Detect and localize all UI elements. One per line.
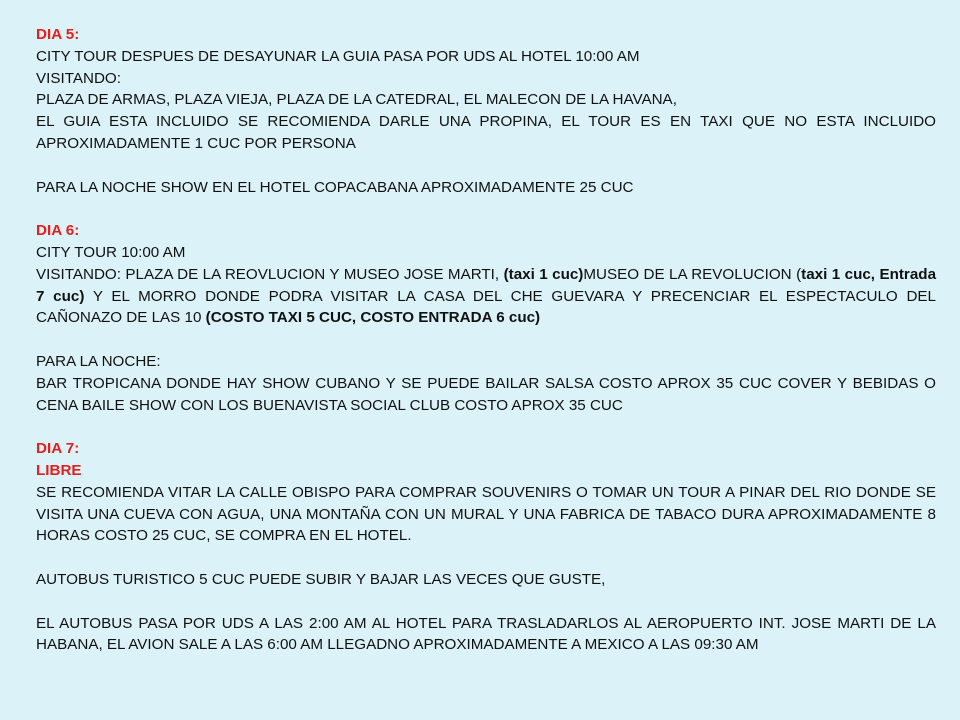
day-7-heading: DIA 7: bbox=[36, 440, 80, 458]
day-7-subheading: LIBRE bbox=[36, 461, 82, 479]
day-6-visit-f: (COSTO TAXI 5 CUC, COSTO ENTRADA 6 cuc) bbox=[205, 309, 541, 327]
day-5-line-4: EL GUIA ESTA INCLUIDO SE RECOMIENDA DARLE UNA PROPINA, EL TOUR ES EN TAXI QUE NO ESTA INCLUIDO APROXIMADAMENTE 1 CUC POR PERSONA bbox=[36, 113, 936, 152]
day-6-visit-c: MUSEO DE LA REVOLUCION ( bbox=[583, 265, 802, 283]
day-6-visit-e: Y EL MORRO DONDE PODRA VISITAR LA CASA DEL CHE GUEVARA Y PRECENCIAR EL ESPECTACULO DEL CAÑONAZO DE LAS 10 bbox=[36, 287, 936, 327]
day-5-heading: DIA 5: bbox=[36, 26, 80, 43]
day-6-heading: DIA 6: bbox=[36, 222, 80, 240]
day-7-line-1: SE RECOMIENDA VITAR LA CALLE OBISPO PARA COMPRAR SOUVENIRS O TOMAR UN TOUR A PINAR DEL RIO DONDE SE VISITA UNA CUEVA CON AGUA, UNA MONTAÑA CON UN MURAL Y UNA FABRICA DE TABACO DURA APROXIMADAMENTE 8 HORAS COSTO 25 CUC, SE COMPRA EN EL HOTEL. bbox=[36, 483, 936, 545]
day-6-line-1: CITY TOUR 10:00 AM bbox=[36, 243, 186, 261]
day-5-line-2: VISITANDO: bbox=[36, 69, 121, 87]
day-6-visit-paragraph bbox=[36, 264, 936, 329]
day-5-line-1: CITY TOUR DESPUES DE DESAYUNAR LA GUIA PASA POR UDS AL HOTEL 10:00 AM bbox=[36, 47, 640, 65]
itinerary-document bbox=[36, 24, 936, 656]
day-6-visit-a: VISITANDO: PLAZA DE LA REOVLUCION Y MUSEO JOSE MARTI, bbox=[36, 265, 504, 283]
day-6-visit-b: (taxi 1 cuc) bbox=[503, 265, 584, 283]
day-6-visit-d: taxi 1 cuc, Entrada 7 cuc) bbox=[36, 265, 937, 305]
day-7-line-3: EL AUTOBUS PASA POR UDS A LAS 2:00 AM AL HOTEL PARA TRASLADARLOS AL AEROPUERTO INT. JOSE MARTI DE LA HABANA, EL AVION SALE A LAS 6:00 AM LLEGADNO APROXIMADAMENTE A MEXICO A LAS 09:30 AM bbox=[36, 614, 936, 654]
day-5-night: PARA LA NOCHE SHOW EN EL HOTEL COPACABANA APROXIMADAMENTE 25 CUC bbox=[36, 178, 634, 196]
day-6-night-text: BAR TROPICANA DONDE HAY SHOW CUBANO Y SE PUEDE BAILAR SALSA COSTO APROX 35 CUC COVER Y BEBIDAS O CENA BAILE SHOW CON LOS BUENAVISTA SOCIAL CLUB COSTO APROX 35 CUC bbox=[36, 374, 936, 414]
day-6-night-title: PARA LA NOCHE: bbox=[36, 352, 161, 370]
day-5-line-3: PLAZA DE ARMAS, PLAZA VIEJA, PLAZA DE LA CATEDRAL, EL MALECON DE LA HAVANA, bbox=[36, 91, 677, 109]
day-7-line-2: AUTOBUS TURISTICO 5 CUC PUEDE SUBIR Y BAJAR LAS VECES QUE GUSTE, bbox=[36, 570, 606, 588]
